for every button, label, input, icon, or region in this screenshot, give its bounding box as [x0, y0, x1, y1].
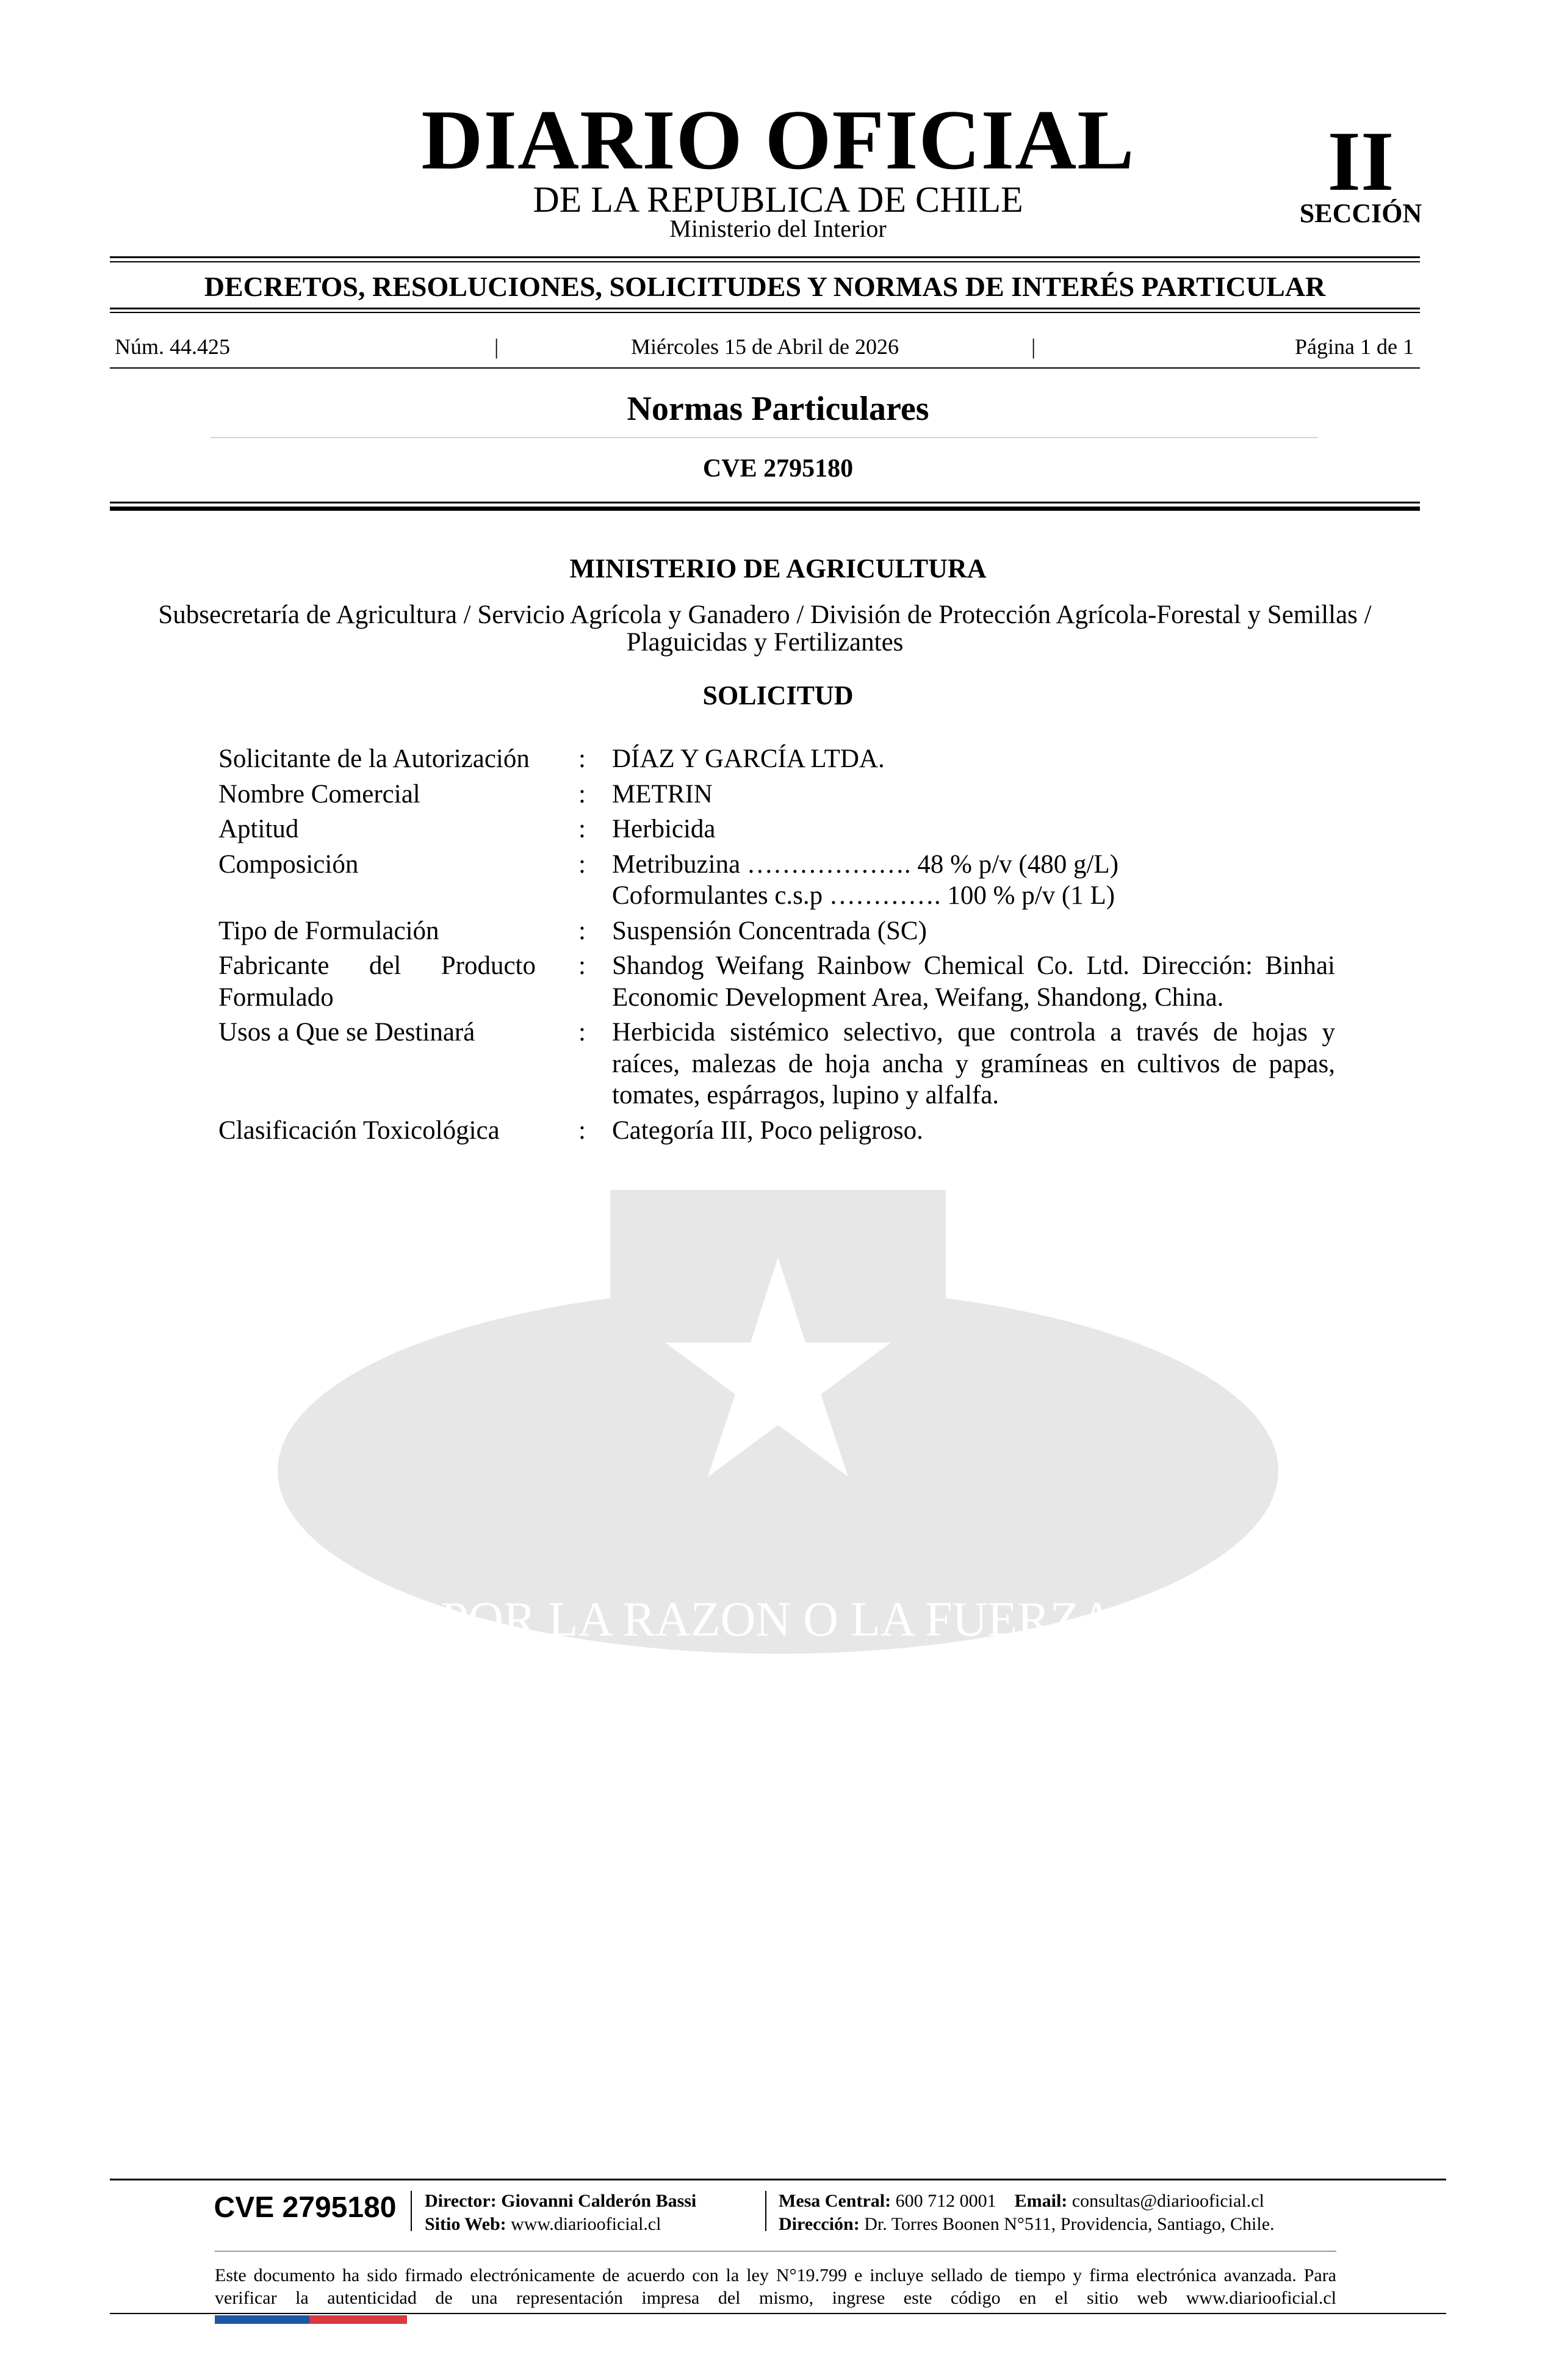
ministry-heading: MINISTERIO DE AGRICULTURA — [569, 554, 987, 583]
solicitud-heading: SOLICITUD — [702, 680, 854, 710]
field-row — [218, 1017, 1335, 1111]
address-text: Dr. Torres Boonen N°511, Providencia, Santiago, Chile. — [864, 2214, 1275, 2234]
field-colon: : — [578, 951, 586, 980]
footer-thin-divider — [215, 2251, 1336, 2252]
address-label: Dirección: — [779, 2214, 860, 2234]
subsecretaria-text: Subsecretaría de Agricultura / Servicio Agrícola y Ganadero / División de Protección Agrícola-Forestal y Semillas / Plaguicidas y Fertilizantes — [158, 600, 1372, 657]
field-value-line: Categoría III, Poco peligroso. — [612, 1116, 923, 1145]
issue-date: Miércoles 15 de Abril de 2026 — [631, 334, 899, 359]
field-value-line: Suspensión Concentrada (SC) — [612, 916, 927, 945]
field-colon: : — [578, 1018, 586, 1047]
thin-divider — [211, 437, 1318, 438]
footer-separator — [411, 2191, 412, 2231]
mesa-label: Mesa Central: — [779, 2191, 891, 2211]
field-value-line: Metribuzina ………………. 48 % p/v (480 g/L) — [612, 849, 1119, 879]
field-colon: : — [578, 815, 586, 843]
band-title: DECRETOS, RESOLUCIONES, SOLICITUDES Y NORMAS DE INTERÉS PARTICULAR — [204, 271, 1326, 302]
field-label: Usos a Que se Destinará — [218, 1018, 475, 1047]
field-value — [612, 849, 1335, 912]
field-value-line: DÍAZ Y GARCÍA LTDA. — [612, 745, 885, 773]
field-value — [612, 1017, 1335, 1111]
field-label: Tipo de Formulación — [218, 916, 439, 945]
field-colon: : — [578, 745, 586, 773]
field-value-line: Shandog Weifang Rainbow Chemical Co. Ltd. Dirección: Binhai Economic Development Area, Weifang, Shandong, China. — [612, 951, 1335, 1012]
flag-stripe-red — [309, 2315, 407, 2324]
legal-notice: Este documento ha sido firmado electrónicamente de acuerdo con la ley N°19.799 e incluye sellado de tiempo y firma electrónica avanzada. Para verificar la autenticidad de una representación impresa del mismo, ingrese este código en el sitio web www.diariooficial.cl — [215, 2265, 1336, 2308]
field-value-line: Coformulantes c.s.p …………. 100 % p/v (1 L) — [612, 881, 1115, 910]
page-indicator: Página 1 de 1 — [1295, 334, 1414, 359]
field-colon: : — [578, 916, 586, 945]
director-name: Giovanni Calderón Bassi — [501, 2191, 697, 2211]
field-colon: : — [578, 779, 586, 809]
footer-divider — [110, 2179, 1446, 2180]
field-value-line: Herbicida — [612, 815, 716, 843]
footer-cve-code: CVE 2795180 — [214, 2191, 397, 2224]
cve-code: CVE 2795180 — [702, 455, 854, 483]
field-label: Clasificación Toxicológica — [218, 1116, 500, 1145]
field-label: Aptitud — [218, 815, 299, 843]
issue-info-bar — [110, 328, 1420, 365]
solicitud-fields — [218, 743, 1335, 1150]
masthead-ministry: Ministerio del Interior — [669, 215, 887, 242]
field-label: Fabricante del Producto Formulado — [218, 951, 536, 1012]
divider — [110, 256, 1420, 258]
separator: | — [1031, 334, 1036, 359]
section-label: SECCIÓN — [1299, 198, 1422, 228]
divider — [110, 312, 1420, 313]
email-link[interactable]: consultas@diariooficial.cl — [1072, 2191, 1264, 2211]
field-row — [218, 950, 1335, 1013]
web-link[interactable]: www.diariooficial.cl — [511, 2214, 661, 2234]
field-value — [612, 743, 1335, 775]
field-row — [218, 849, 1335, 912]
field-row — [218, 743, 1335, 775]
footer-director-info — [425, 2190, 696, 2236]
field-label: Solicitante de la Autorización — [218, 745, 530, 773]
field-value-line: METRIN — [612, 779, 713, 809]
web-label: Sitio Web: — [425, 2214, 506, 2234]
field-value — [612, 1115, 1335, 1147]
field-row — [218, 915, 1335, 947]
field-value-line: Herbicida sistémico selectivo, que controla a través de hojas y raíces, malezas de hoja ancha y gramíneas en cultivos de papas, tomates, espárragos, lupino y alfalfa. — [612, 1018, 1335, 1109]
field-label: Composición — [218, 849, 359, 879]
field-colon: : — [578, 1116, 586, 1145]
field-value — [612, 915, 1335, 947]
coat-of-arms-watermark — [220, 1184, 1336, 1709]
motto-text: POR LA RAZON O LA FUERZA — [441, 1593, 1115, 1646]
email-label: Email: — [1014, 2191, 1068, 2211]
field-label: Nombre Comercial — [218, 779, 420, 809]
field-row — [218, 1115, 1335, 1147]
divider — [110, 308, 1420, 309]
footer-separator — [765, 2191, 766, 2231]
director-label: Director: — [425, 2191, 497, 2211]
divider — [110, 502, 1420, 503]
footer-bottom-rule — [110, 2313, 1446, 2314]
separator: | — [494, 334, 499, 359]
masthead-subtitle: DE LA REPUBLICA DE CHILE — [533, 179, 1023, 220]
issue-number: Núm. 44.425 — [115, 334, 230, 359]
footer-contact-info — [779, 2190, 1275, 2236]
section-number: II — [1327, 114, 1394, 209]
field-value — [612, 813, 1335, 845]
field-value — [612, 779, 1335, 810]
field-colon: : — [578, 849, 586, 879]
masthead-title: DIARIO OFICIAL — [421, 93, 1135, 187]
field-row — [218, 779, 1335, 810]
divider — [110, 367, 1420, 369]
mesa-phone: 600 712 0001 — [895, 2191, 996, 2211]
section-title: Normas Particulares — [627, 390, 929, 428]
field-row — [218, 813, 1335, 845]
field-value — [612, 950, 1335, 1013]
divider — [110, 261, 1420, 262]
divider — [110, 507, 1420, 511]
flag-stripe-blue — [215, 2315, 309, 2324]
